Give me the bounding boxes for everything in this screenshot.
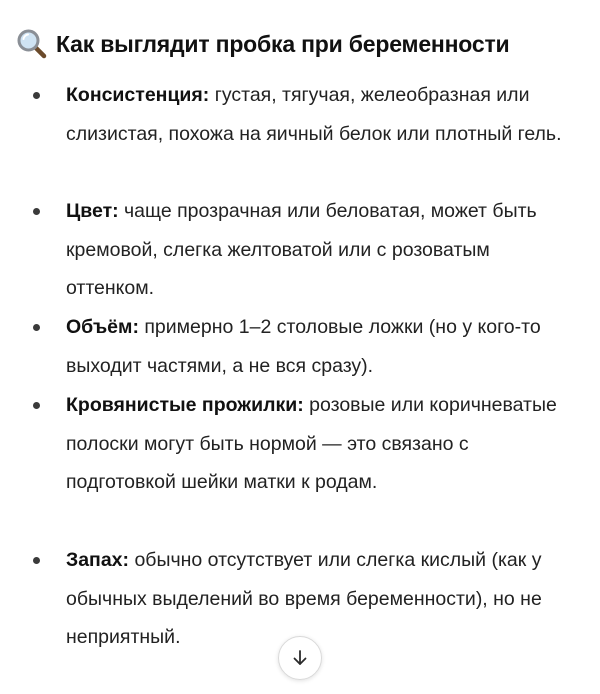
section-heading: [16, 28, 509, 60]
bullet-list: [0, 76, 600, 657]
list-item-text: примерно 1–2 столовые ложки (но у кого-то выходит частями, а не вся сразу).: [66, 316, 541, 377]
list-item-term: Кровянистые прожилки:: [66, 394, 304, 416]
list-item-term: Запах:: [66, 549, 130, 571]
bullet-dot: [33, 402, 40, 409]
section-heading-text: Как выглядит пробка при беременности: [56, 30, 510, 57]
arrow-down-icon: [290, 648, 310, 668]
list-item-term: Цвет:: [66, 200, 119, 222]
scroll-to-bottom-button[interactable]: [278, 636, 322, 680]
list-item-term: Объём:: [66, 316, 139, 338]
bullet-dot: [33, 557, 40, 564]
list-item: [0, 76, 600, 192]
list-item: [0, 386, 600, 541]
bullet-dot: [33, 92, 40, 99]
list-item-text: розовые или коричневатые полоски могут быть нормой — это связано с подготовкой шейки матки к родам.: [66, 394, 557, 493]
bullet-dot: [33, 324, 40, 331]
list-item: [0, 192, 600, 308]
list-item: [0, 308, 600, 386]
magnifying-glass-icon: [16, 28, 48, 60]
list-item-text: обычно отсутствует или слегка кислый (как у обычных выделений во время беременности), но не неприятный.: [66, 549, 542, 648]
list-item-text: чаще прозрачная или беловатая, может быть кремовой, слегка желтоватой или с розоватым оттенком.: [66, 200, 537, 299]
list-item-text: густая, тягучая, желеобразная или слизистая, похожа на яичный белок или плотный гель.: [66, 84, 562, 145]
bullet-dot: [33, 208, 40, 215]
list-item-term: Консистенция:: [66, 84, 210, 106]
